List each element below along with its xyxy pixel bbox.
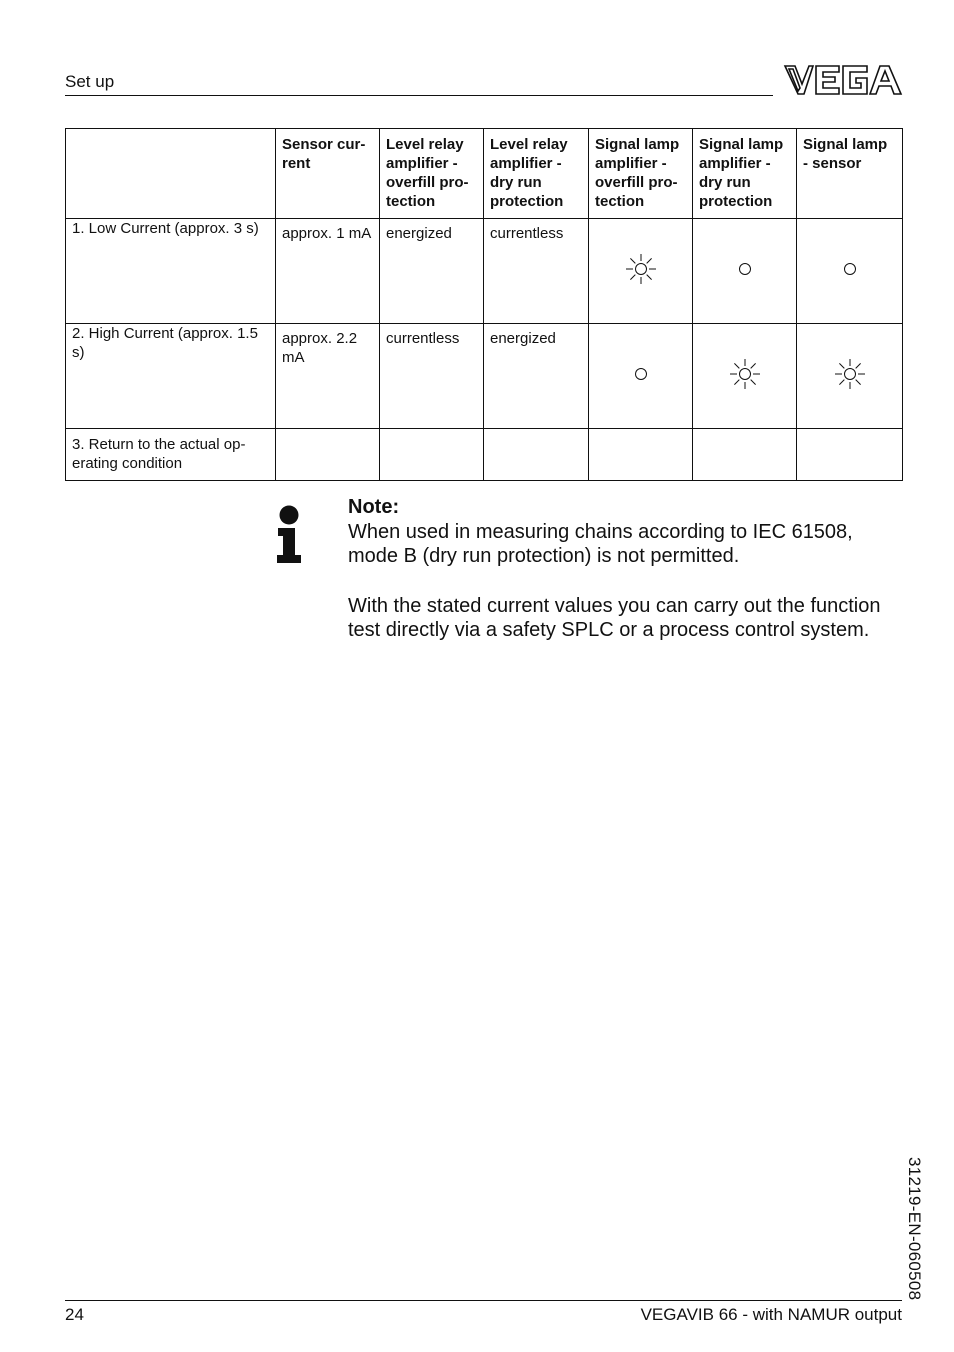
lamp-sensor-cell [797, 219, 903, 324]
column-header-lamp-overfill: Signal lamp amplifier - overfill pro-tection [589, 129, 693, 219]
vega-logo [783, 62, 903, 98]
page-number: 24 [65, 1305, 84, 1324]
column-header-relay-overfill: Level relay amplifier - overfill pro-tection [380, 129, 484, 219]
unlit-lamp-icon [624, 357, 658, 391]
lamp-dry-run-cell [693, 219, 797, 324]
lamp-overfill-icon [624, 252, 658, 286]
step-cell: 2. High Current (approx. 1.5 s) [66, 324, 276, 429]
lamp-sensor-icon [833, 357, 867, 391]
column-header-lamp-dry-run: Signal lamp amplifier - dry run protection [693, 129, 797, 219]
unlit-lamp-icon [728, 252, 762, 286]
unlit-lamp-icon [833, 252, 867, 286]
document-code: 31219-EN-060508 [905, 1157, 924, 1301]
section-title: Set up [65, 72, 115, 91]
table-header-row [66, 129, 903, 219]
relay-dry-run-cell: energized [484, 324, 589, 429]
table-row [66, 324, 903, 429]
note-block [348, 495, 908, 643]
lit-lamp-icon [624, 252, 658, 286]
info-icon [274, 505, 304, 565]
column-header-lamp-sensor: Signal lamp - sensor [797, 129, 903, 219]
sensor-current-cell [276, 429, 380, 481]
lamp-overfill-cell [589, 324, 693, 429]
lamp-overfill-icon [624, 357, 658, 391]
table-row [66, 219, 903, 324]
relay-overfill-cell: energized [380, 219, 484, 324]
column-header-step [66, 129, 276, 219]
lamp-sensor-icon [833, 252, 867, 286]
lamp-overfill-cell [589, 429, 693, 481]
relay-dry-run-cell [484, 429, 589, 481]
note-title: Note: [348, 496, 400, 518]
lamp-sensor-cell [797, 429, 903, 481]
sensor-current-cell: approx. 2.2 mA [276, 324, 380, 429]
sensor-current-cell: approx. 1 mA [276, 219, 380, 324]
footer-divider [65, 1300, 902, 1301]
column-header-sensor-current: Sensor cur-rent [276, 129, 380, 219]
relay-dry-run-cell: currentless [484, 219, 589, 324]
lamp-dry-run-cell [693, 429, 797, 481]
lit-lamp-icon [728, 357, 762, 391]
step-cell: 1. Low Current (approx. 3 s) [66, 219, 276, 324]
lamp-dry-run-cell [693, 324, 797, 429]
note-paragraph-1: When used in measuring chains according to IEC 61508, mode B (dry run protection) is not permitted. [348, 520, 853, 567]
lamp-dry-run-icon [728, 252, 762, 286]
relay-overfill-cell: currentless [380, 324, 484, 429]
note-paragraph-2: With the stated current values you can carry out the function test directly via a safety SPLC or a process control system. [348, 594, 881, 641]
step-cell: 3. Return to the actual op-erating condition [66, 429, 276, 481]
lit-lamp-icon [833, 357, 867, 391]
function-test-table [65, 128, 903, 481]
column-header-relay-dry-run: Level relay amplifier - dry run protection [484, 129, 589, 219]
lamp-dry-run-icon [728, 357, 762, 391]
lamp-overfill-cell [589, 219, 693, 324]
footer-title: VEGAVIB 66 - with NAMUR output [640, 1305, 902, 1324]
header-divider [65, 95, 773, 96]
lamp-sensor-cell [797, 324, 903, 429]
relay-overfill-cell [380, 429, 484, 481]
table-row [66, 429, 903, 481]
